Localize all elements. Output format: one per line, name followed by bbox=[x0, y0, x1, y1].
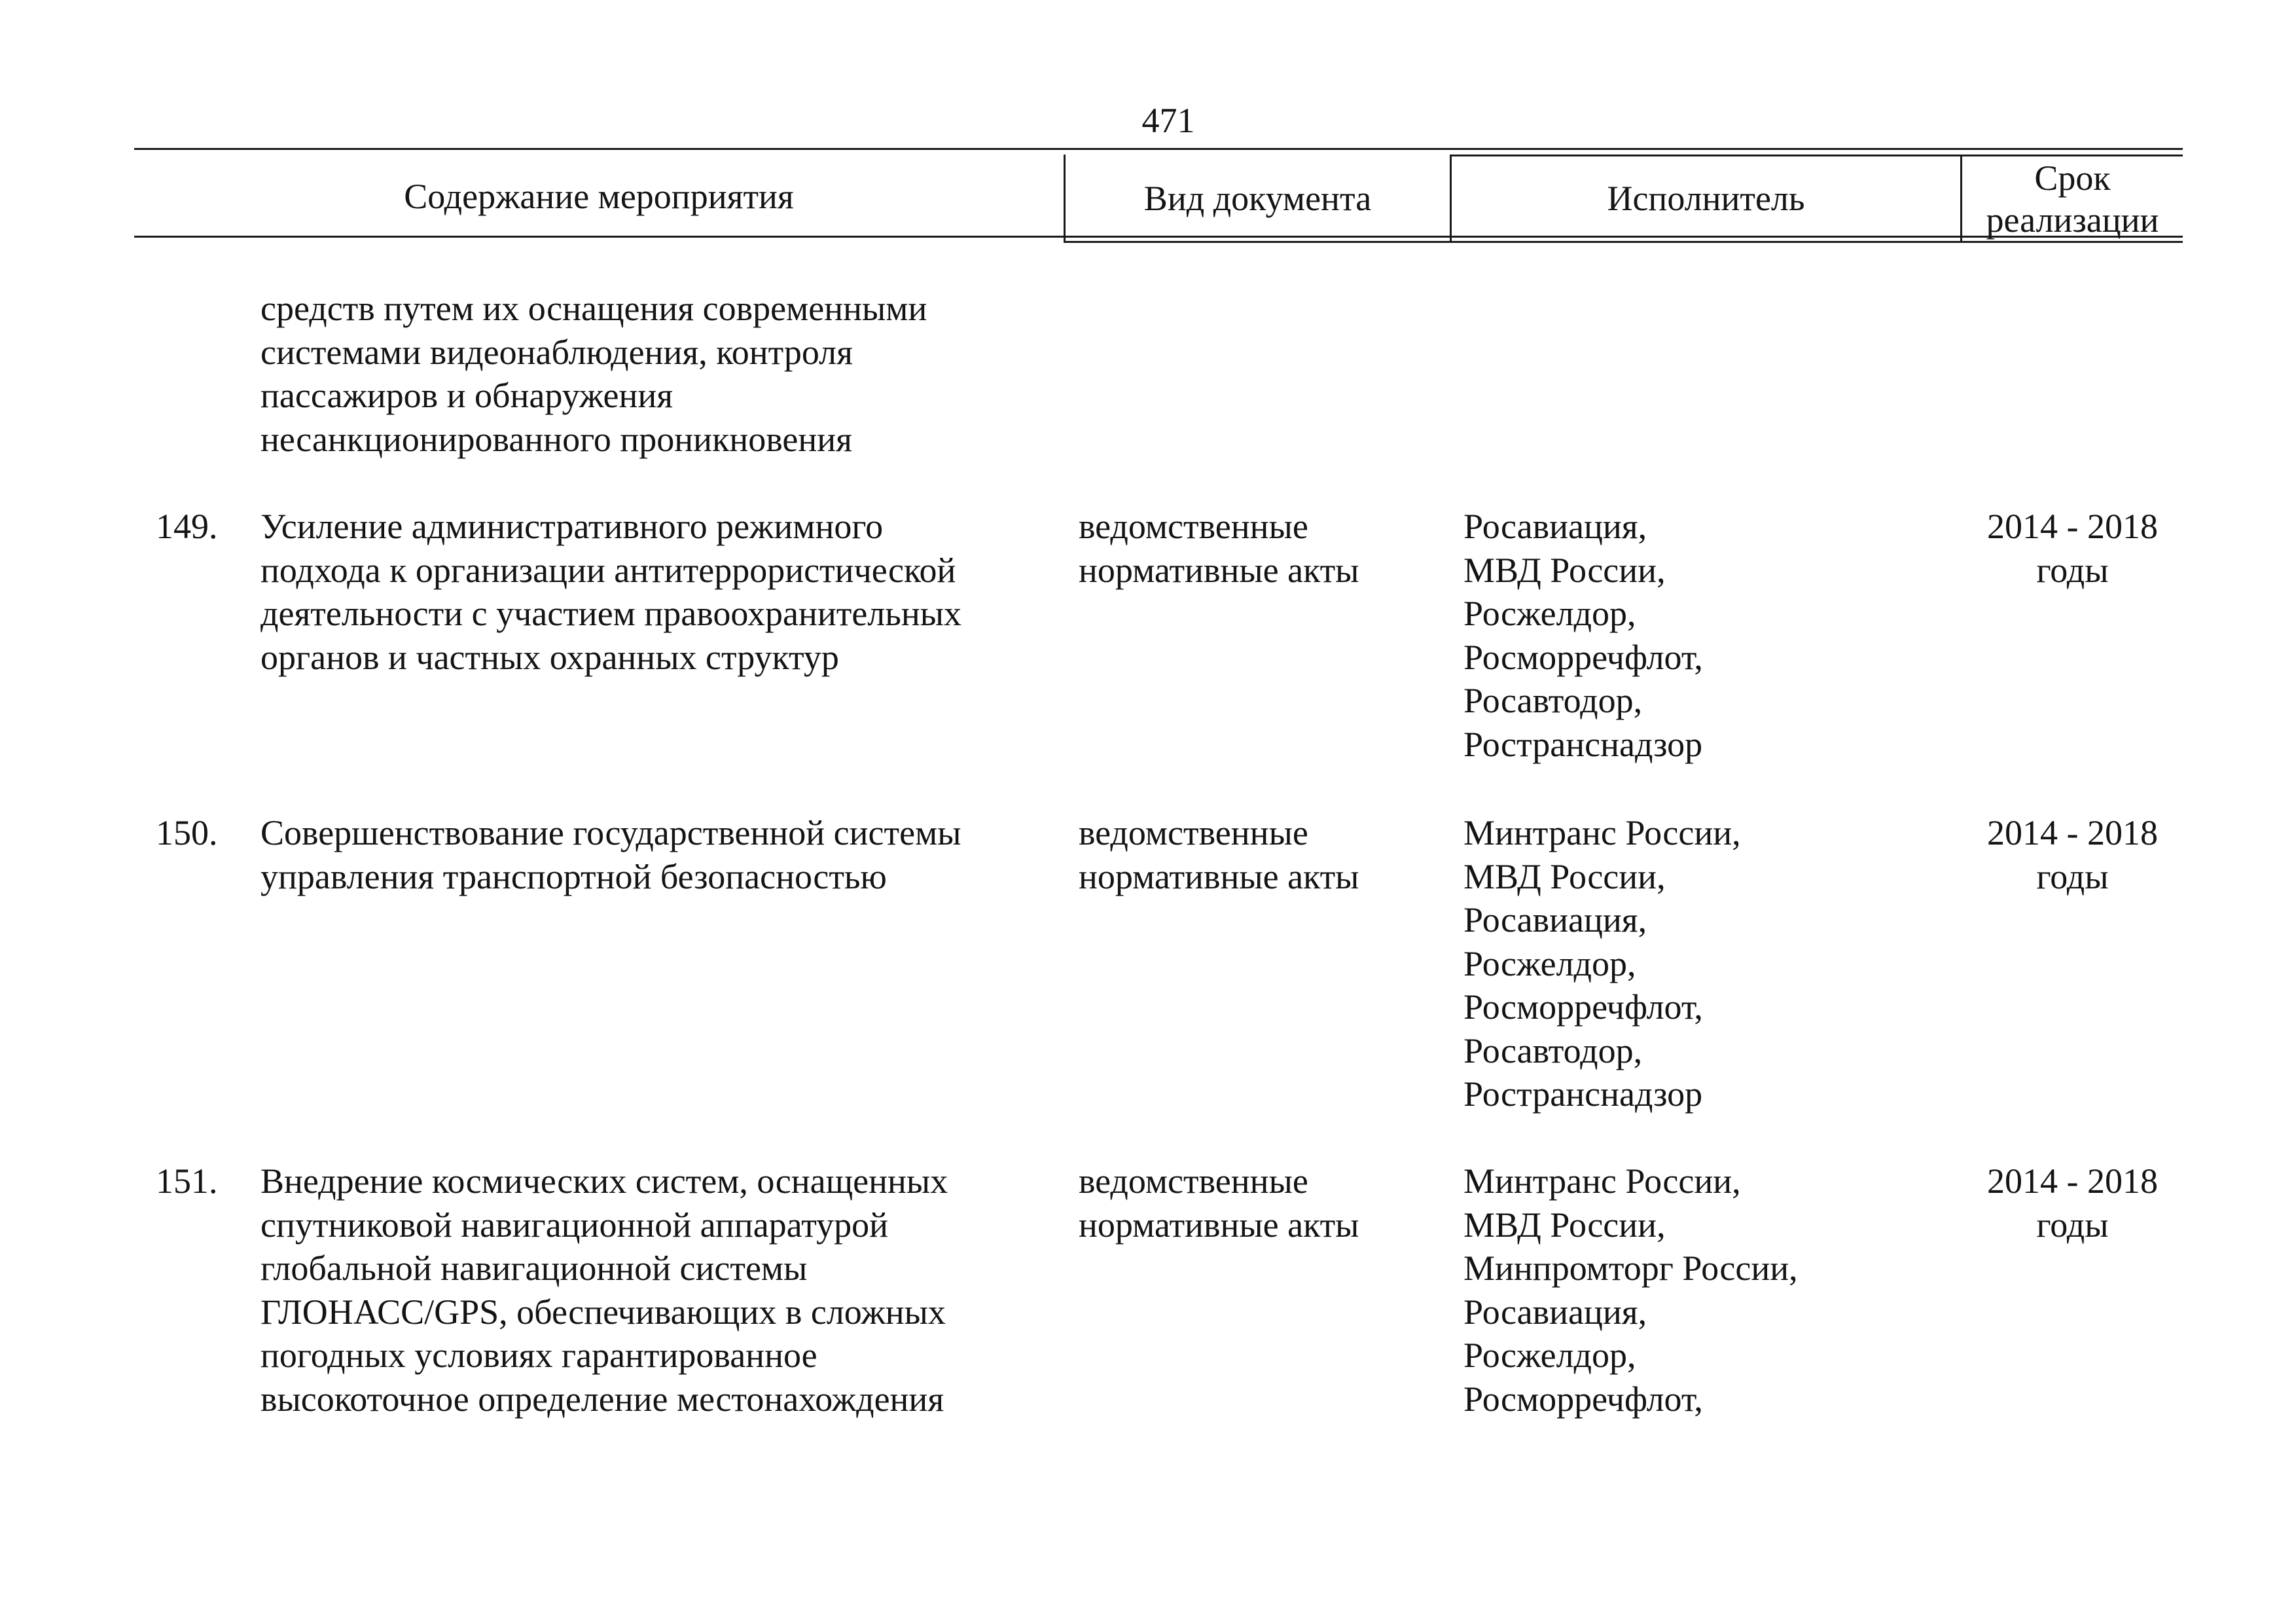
row-content: Совершенствование государственной системы управления транспортной безопасностью bbox=[260, 813, 961, 896]
header-bottom-rule bbox=[134, 236, 2183, 238]
row-content: Усиление административного режимного подхода к организации антитеррористической деятельности с участием правоохранительных органов и частных охранных структур bbox=[260, 507, 962, 677]
row-term: 2014 - 2018 годы bbox=[1987, 1161, 2158, 1245]
row-number: 149. bbox=[156, 507, 218, 546]
header-content: Содержание мероприятия bbox=[404, 177, 794, 216]
row-term: 2014 - 2018 годы bbox=[1987, 813, 2158, 896]
row-content: Внедрение космических систем, оснащенных спутниковой навигационной аппаратурой глобальной навигационной системы ГЛОНАСС/GPS, обеспечивающих в сложных погодных условиях гарантированное высокоточное определение местонахождения bbox=[260, 1161, 948, 1419]
header-bottom-rule-right bbox=[1064, 241, 2183, 243]
header-doc-type: Вид документа bbox=[1143, 179, 1372, 218]
row-executor: Минтранс России, МВД России, Минпромторг России, Росавиация, Росжелдор, Росморречфлот, bbox=[1463, 1161, 1798, 1419]
header-top-rule-right bbox=[1450, 155, 2183, 156]
header-executor: Исполнитель bbox=[1607, 179, 1805, 218]
header-top-rule bbox=[134, 148, 2183, 150]
row-doc-type: ведомственные нормативные акты bbox=[1079, 1161, 1359, 1245]
row-executor: Минтранс России, МВД России, Росавиация, Росжелдор, Росморречфлот, Росавтодор, Ространснадзор bbox=[1463, 813, 1741, 1114]
page-number: 471 bbox=[1141, 101, 1195, 140]
row-term: 2014 - 2018 годы bbox=[1987, 507, 2158, 590]
row-doc-type: ведомственные нормативные акты bbox=[1079, 813, 1359, 896]
continuation-content: средств путем их оснащения современными системами видеонаблюдения, контроля пассажиров и обнаружения несанкционированного проникновения bbox=[260, 289, 927, 459]
row-number: 151. bbox=[156, 1161, 218, 1201]
row-doc-type: ведомственные нормативные акты bbox=[1079, 507, 1359, 590]
row-executor: Росавиация, МВД России, Росжелдор, Росморречфлот, Росавтодор, Ространснадзор bbox=[1463, 507, 1703, 764]
row-number: 150. bbox=[156, 813, 218, 852]
header-term: Срок реализации bbox=[1986, 158, 2159, 240]
